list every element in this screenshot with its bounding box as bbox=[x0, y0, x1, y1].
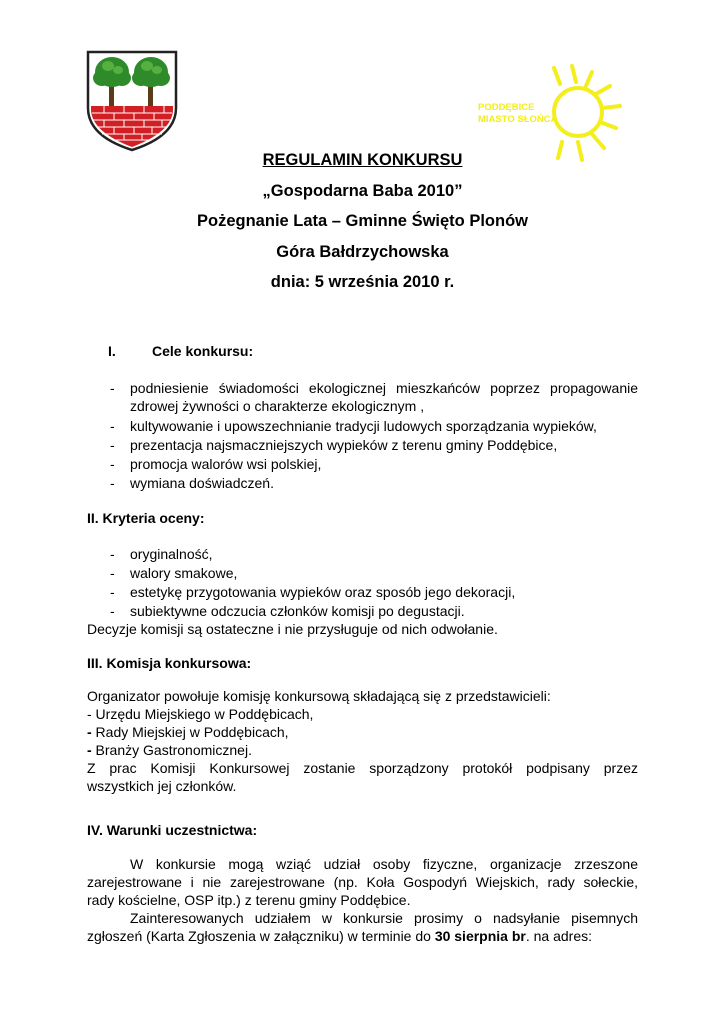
bullet-dash: - bbox=[110, 584, 115, 600]
title-event-name: „Gospodarna Baba 2010” bbox=[262, 181, 463, 200]
section3-item1: - Urzędu Miejskiego w Poddębicach, bbox=[87, 706, 314, 722]
document-title-block bbox=[0, 150, 725, 303]
section1-item1-line1: podniesienie świadomości ekologicznej mieszkańców poprzez propagowanie bbox=[130, 380, 638, 396]
section4-heading: IV. Warunki uczestnictwa: bbox=[87, 822, 258, 838]
title-date: dnia: 5 września 2010 r. bbox=[270, 273, 455, 291]
section4-p1-line3: rady kościelne, OSP itp.) z terenu gminy Poddębice. bbox=[87, 892, 411, 908]
logo-text-line1: PODDĘBICE bbox=[478, 102, 535, 113]
section3-heading: III. Komisja konkursowa: bbox=[87, 655, 252, 671]
section1-item1-line2: zdrowej żywności o charakterze ekologicznym , bbox=[130, 398, 425, 414]
bullet-dash: - bbox=[110, 380, 115, 396]
section3-item3: - Branży Gastronomicznej. bbox=[87, 742, 252, 758]
coat-of-arms-icon bbox=[84, 48, 180, 152]
section2-item3: estetykę przygotowania wypieków oraz sposób jego dekoracji, bbox=[130, 584, 516, 600]
section1-number: I. bbox=[108, 343, 116, 359]
section1-item3: prezentacja najsmaczniejszych wypieków z terenu gminy Poddębice, bbox=[130, 437, 558, 453]
deadline-date: 30 sierpnia br bbox=[434, 928, 526, 944]
section4-p1-line2: zarejestrowane i nie zarejestrowane (np. Koła Gospodyń Wiejskich, rady sołeckie, bbox=[87, 874, 638, 890]
section4-p2-line2: zgłoszeń (Karta Zgłoszenia w załączniku) w terminie do 30 sierpnia br. na adres: bbox=[87, 928, 593, 944]
section3-intro: Organizator powołuje komisję konkursową składającą się z przedstawicieli: bbox=[87, 688, 551, 704]
section1-item2: kultywowanie i upowszechnianie tradycji ludowych sporządzania wypieków, bbox=[130, 418, 597, 434]
section2-heading: II. Kryteria oceny: bbox=[87, 510, 205, 526]
bullet-dash: - bbox=[110, 437, 115, 453]
section2-item2: walory smakowe, bbox=[130, 565, 238, 581]
section2-item4: subiektywne odczucia członków komisji po degustacji. bbox=[130, 603, 465, 619]
section3-item2: - Rady Miejskiej w Poddębicach, bbox=[87, 724, 289, 740]
title-location: Góra Bałdrzychowska bbox=[276, 242, 449, 261]
section1-item5: wymiana doświadczeń. bbox=[130, 475, 274, 491]
section3-protocol-line2: wszystkich jej członków. bbox=[87, 778, 237, 794]
title-regulamin: REGULAMIN KONKURSU bbox=[262, 151, 463, 169]
bullet-dash: - bbox=[110, 565, 115, 581]
bullet-dash: - bbox=[110, 603, 115, 619]
section2-note: Decyzje komisji są ostateczne i nie przysługuje od nich odwołanie. bbox=[87, 621, 498, 637]
section1-heading: Cele konkursu: bbox=[152, 343, 254, 359]
bullet-dash: - bbox=[110, 456, 115, 472]
title-event-subtitle: Pożegnanie Lata – Gminne Święto Plonów bbox=[197, 212, 528, 230]
section4-p1-line1: W konkursie mogą wziąć udział osoby fizyczne, organizacje zrzeszone bbox=[130, 856, 638, 872]
section1-item4: promocja walorów wsi polskiej, bbox=[130, 456, 322, 472]
section3-protocol-line1: Z prac Komisji Konkursowej zostanie sporządzony protokół podpisany przez bbox=[87, 760, 638, 776]
section4-p2-line1: Zainteresowanych udziałem w konkursie prosimy o nadsyłanie pisemnych bbox=[130, 910, 638, 926]
logo-text-line2: MIASTO SŁOŃCA bbox=[478, 114, 558, 125]
bullet-dash: - bbox=[110, 418, 115, 434]
bullet-dash: - bbox=[110, 475, 115, 491]
section2-item1: oryginalność, bbox=[130, 546, 213, 562]
bullet-dash: - bbox=[110, 546, 115, 562]
